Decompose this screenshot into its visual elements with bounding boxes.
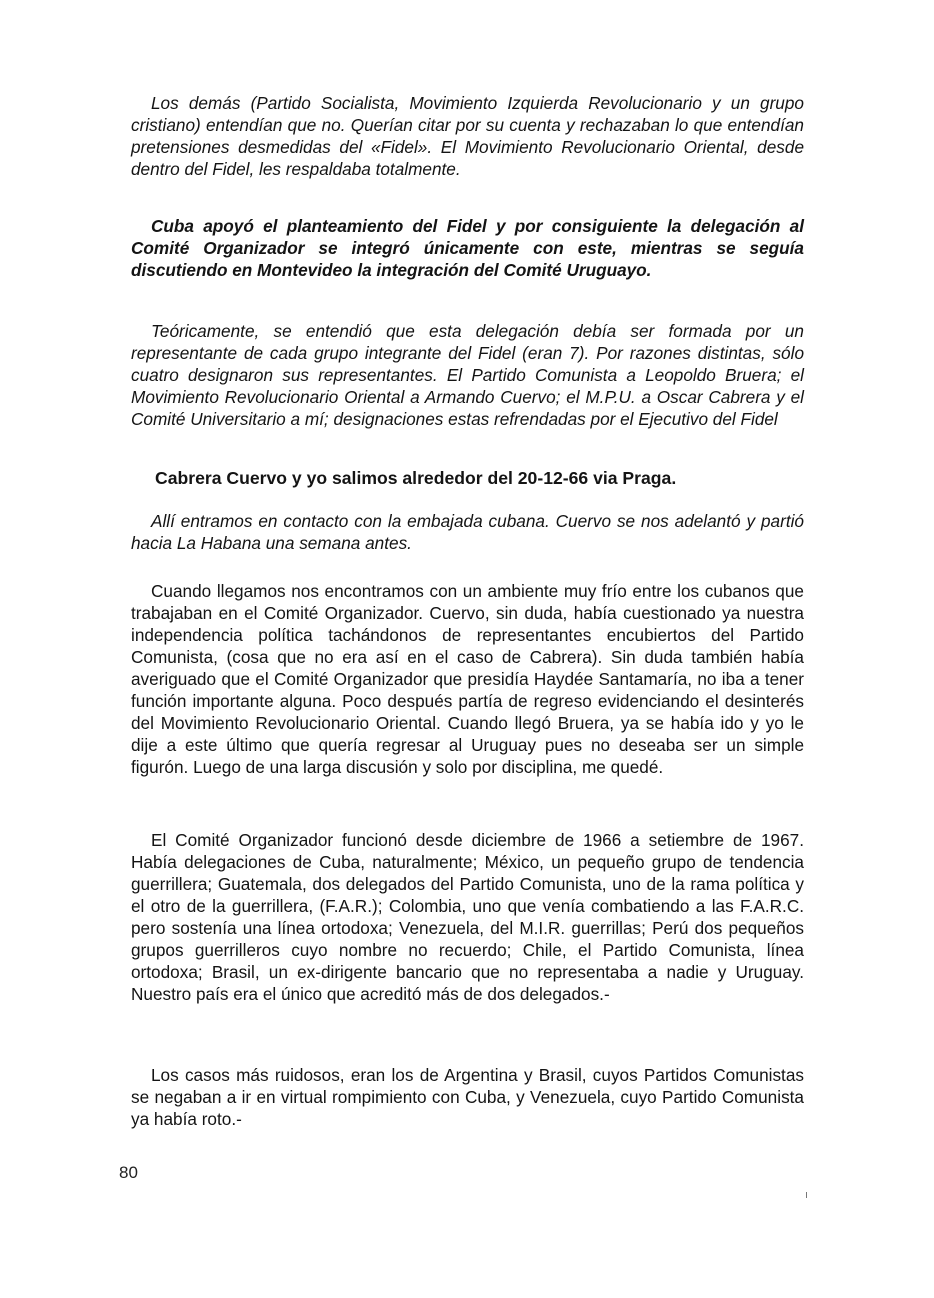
paragraph-partidos-disidentes: Los demás (Partido Socialista, Movimiento Izquierda Revolucionario y un grupo cristiano) entendían que no. Querían citar por su cuenta y rechazaban lo que entendían pretensiones desmedidas del «Fidel». El Movimiento Revolucionario Oriental, desde dentro del Fidel, les respaldaba totalmente.: [131, 93, 804, 179]
paragraph-comite-organizador: El Comité Organizador funcionó desde diciembre de 1966 a setiembre de 1967. Había delegaciones de Cuba, naturalmente; México, un pequeño grupo de tendencia guerrillera; Guatemala, dos delegados del Partido Comunista, uno de la rama política y el otro de la guerrillera, (F.A.R.); Colombia, uno que venía combatiendo a las F.A.R.C. pero sostenía una línea ortodoxa; Venezuela, del M.I.R. guerrillas; Perú dos pequeños grupos guerrilleros cuyo nombre no recuerdo; Chile, el Partido Comunista, línea ortodoxa; Brasil, un ex-dirigente bancario que no representaba a nadie y Uruguay. Nuestro país era el único que acreditó más de dos delegados.-: [131, 830, 804, 1004]
paragraph-embajada-cubana: Allí entramos en contacto con la embajada cubana. Cuervo se nos adelantó y partió hacia La Habana una semana antes.: [131, 511, 804, 553]
paragraph-designaciones: Teóricamente, se entendió que esta delegación debía ser formada por un representante de cada grupo integrante del Fidel (eran 7). Por razones distintas, sólo cuatro designaron sus representantes. El Partido Comunista a Leopoldo Bruera; el Movimiento Revolucionario Oriental a Armando Cuervo; el M.P.U. a Oscar Cabrera y el Comité Universitario a mí; designaciones estas refrendadas por el Ejecutivo del Fidel: [131, 321, 804, 429]
page-number: 80: [119, 1163, 138, 1182]
paragraph-casos-ruidosos: Los casos más ruidosos, eran los de Argentina y Brasil, cuyos Partidos Comunistas se negaban a ir en virtual rompimiento con Cuba, y Venezuela, cuyo Partido Comunista ya había roto.-: [131, 1065, 804, 1129]
paragraph-llegada-habana: Cuando llegamos nos encontramos con un ambiente muy frío entre los cubanos que trabajaban en el Comité Organizador. Cuervo, sin duda, había cuestionado ya nuestra independencia política tachándonos de representantes encubiertos del Partido Comunista, (cosa que no era así en el caso de Cabrera). Sin duda también había averiguado que el Comité Organizador que presidía Haydée Santamaría, no iba a tener función importante alguna. Poco después partía de regreso evidenciando el desinterés del Movimiento Revolucionario Oriental. Cuando llegó Bruera, ya se había ido y yo le dije a este último que quería regresar al Uruguay pues no deseaba ser un simple figurón. Luego de una larga discusión y solo por disciplina, me quedé.: [131, 581, 804, 777]
paragraph-salida-praga: Cabrera Cuervo y yo salimos alrededor del 20-12-66 via Praga.: [155, 468, 677, 488]
scan-speck: [806, 1192, 807, 1198]
paragraph-apoyo-cuba: Cuba apoyó el planteamiento del Fidel y por consiguiente la delegación al Comité Organizador se integró únicamente con este, mientras se seguía discutiendo en Montevideo la integración del Comité Uruguayo.: [131, 216, 804, 280]
